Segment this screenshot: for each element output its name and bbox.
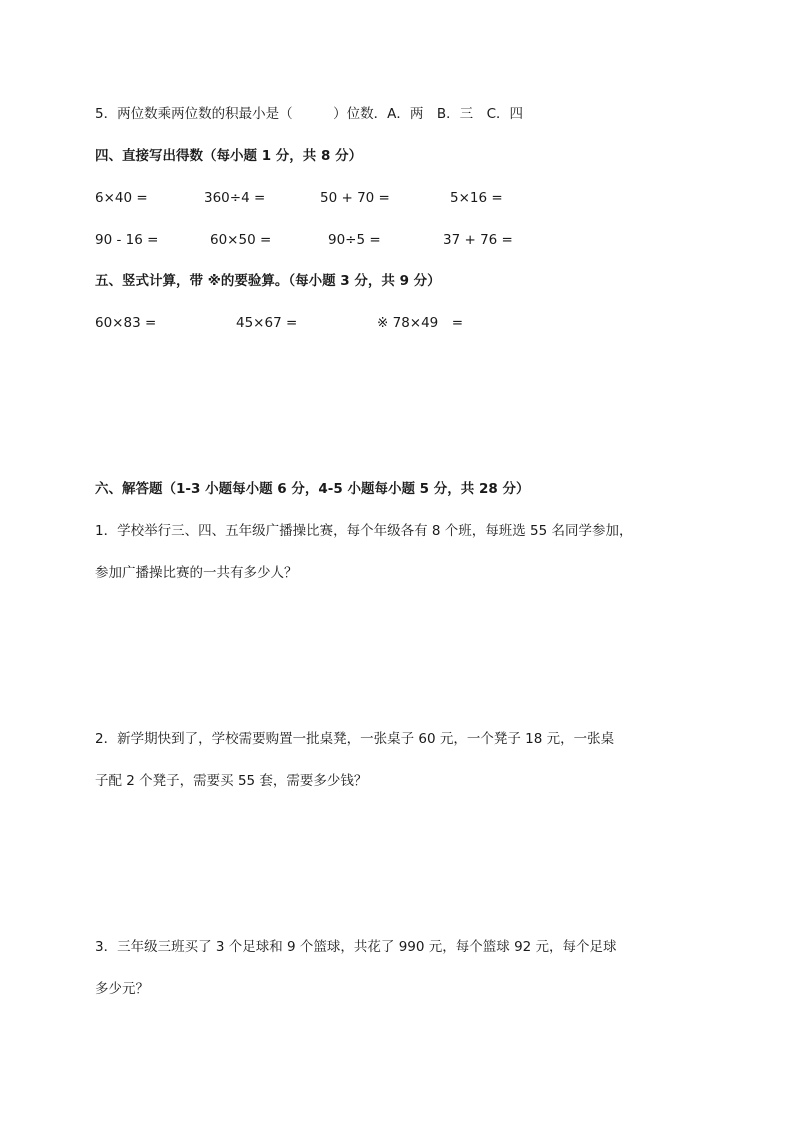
vertical-calc-item: 45×67 = [236,315,298,331]
mental-math-item: 60×50 = [210,232,272,248]
mental-math-item: 5×16 = [450,190,503,206]
problem-1-line-1: 1．学校举行三、四、五年级广播操比赛，每个年级各有 8 个班，每班选 55 名同学参加， [95,523,633,539]
mental-math-item: 50 + 70 = [320,190,390,206]
vertical-calc-item: 60×83 = [95,315,157,331]
problem-2-line-1: 2．新学期快到了，学校需要购置一批桌凳，一张桌子 60 元，一个凳子 18 元，一张桌 [95,731,615,747]
mental-math-item: 90÷5 = [328,232,381,248]
mental-math-item: 37 + 76 = [443,232,513,248]
question-5: 5．两位数乘两位数的积最小是（ ）位数．A．两 B．三 C．四 [95,106,524,122]
problem-2-line-2: 子配 2 个凳子，需要买 55 套，需要多少钱？ [95,773,368,789]
section-6-heading: 六、解答题（1-3 小题每小题 6 分，4-5 小题每小题 5 分，共 28 分） [95,481,530,497]
vertical-calc-item: ※ 78×49 = [377,315,464,331]
problem-1-line-2: 参加广播操比赛的一共有多少人？ [95,565,298,581]
mental-math-item: 90 - 16 = [95,232,159,248]
mental-math-item: 360÷4 = [204,190,266,206]
section-4-heading: 四、直接写出得数（每小题 1 分，共 8 分） [95,148,363,164]
mental-math-item: 6×40 = [95,190,148,206]
section-5-heading: 五、竖式计算，带 ※的要验算。（每小题 3 分，共 9 分） [95,273,441,289]
problem-3-line-2: 多少元？ [95,981,149,997]
problem-3-line-1: 3．三年级三班买了 3 个足球和 9 个篮球，共花了 990 元，每个篮球 92 元，每个足球 [95,939,617,955]
